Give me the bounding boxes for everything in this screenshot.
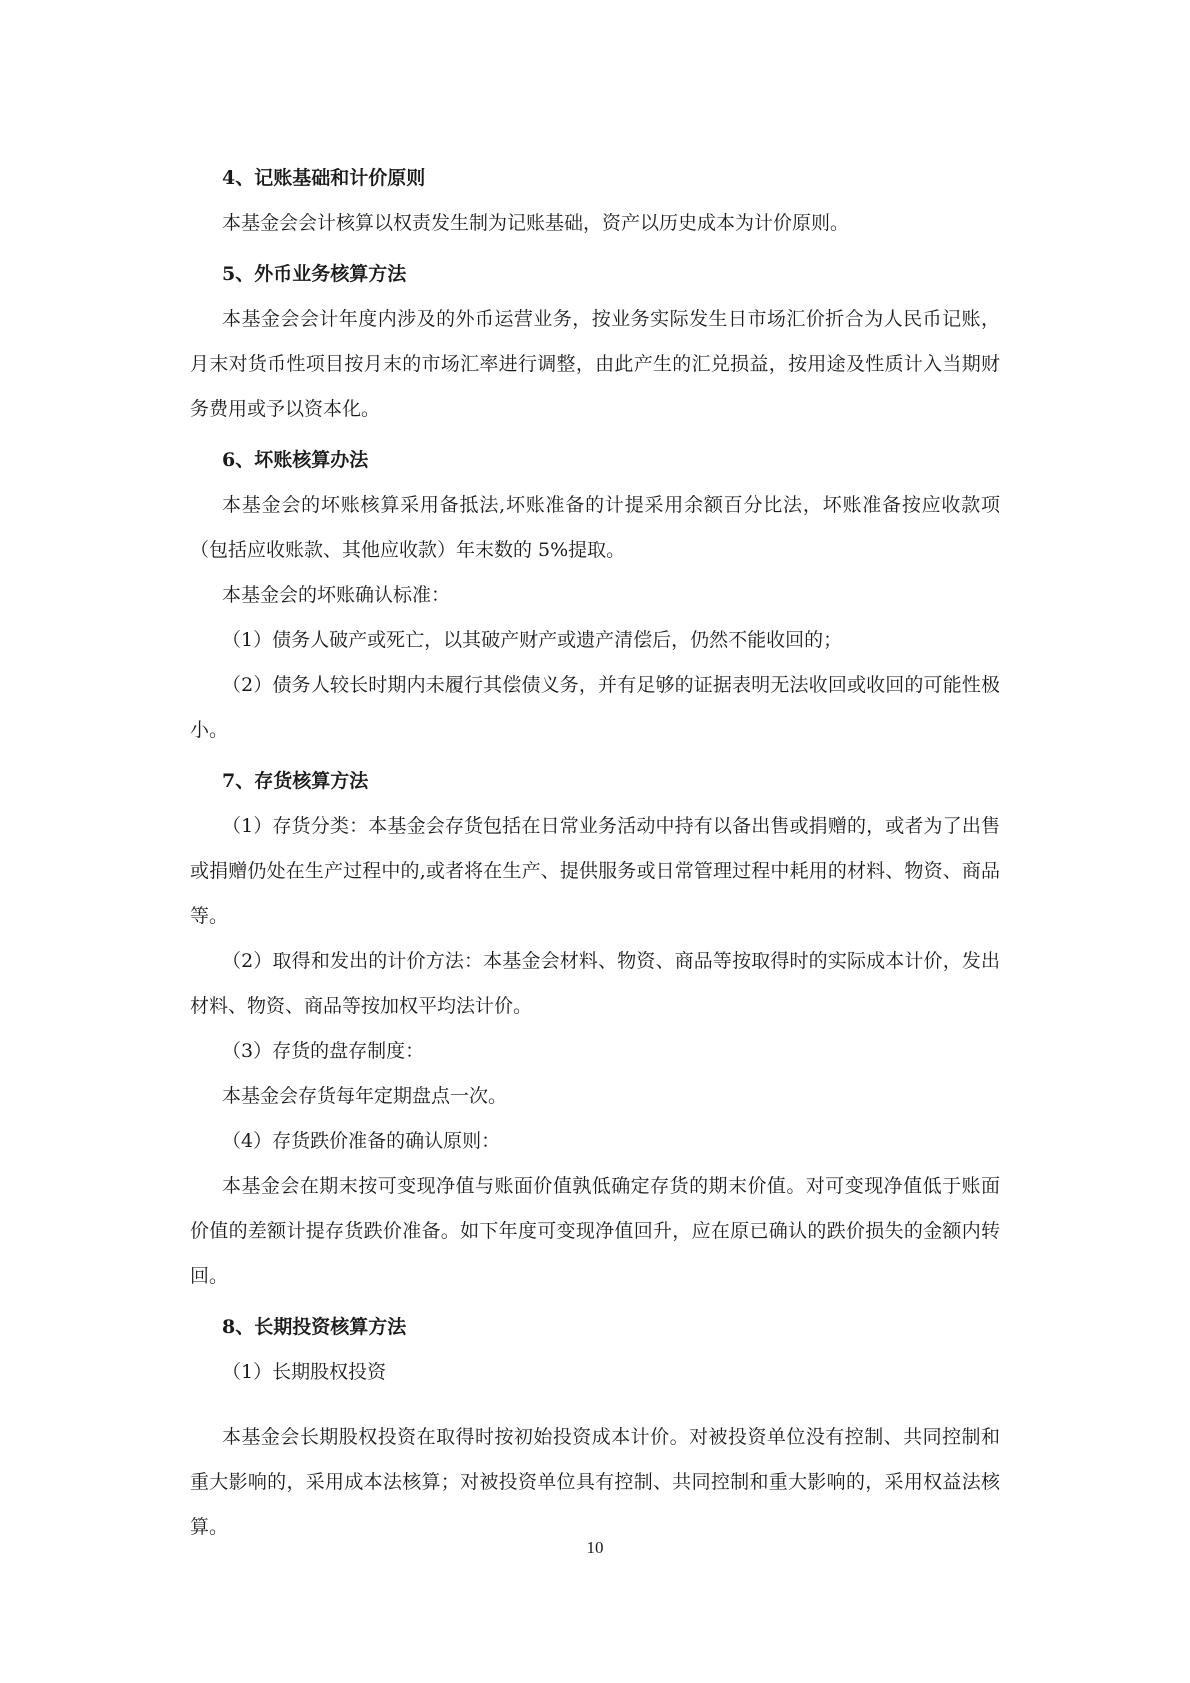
section-heading: 4、记账基础和计价原则	[222, 167, 426, 189]
list-item: （3）存货的盘存制度：	[222, 1040, 425, 1062]
paragraph: 本基金会的坏账确认标准：	[222, 584, 451, 606]
section-heading: 5、外币业务核算方法	[222, 263, 407, 285]
paragraph: 本基金会的坏账核算采用备抵法,坏账准备的计提采用余额百分比法，坏账准备按应收款项（包括应收账款、其他应收款）年末数的 5%提取。	[190, 494, 1000, 561]
section-heading: 8、长期投资核算方法	[222, 1316, 407, 1338]
page-number: 10	[586, 1538, 604, 1557]
list-item: （2）取得和发出的计价方法：本基金会材料、物资、商品等按取得时的实际成本计价，发出材料、物资、商品等按加权平均法计价。	[190, 950, 1000, 1017]
list-item: （2）债务人较长时期内未履行其偿债义务，并有足够的证据表明无法收回或收回的可能性极小。	[190, 674, 1000, 741]
list-item: （1）债务人破产或死亡，以其破产财产或遗产清偿后，仍然不能收回的；	[222, 629, 843, 651]
paragraph: 本基金会会计年度内涉及的外币运营业务，按业务实际发生日市场汇价折合为人民币记账，月末对货币性项目按月末的市场汇率进行调整，由此产生的汇兑损益，按用途及性质计入当期财务费用或予以资本化。	[190, 308, 1000, 420]
section-heading: 7、存货核算方法	[222, 770, 369, 792]
paragraph: 本基金会会计核算以权责发生制为记账基础，资产以历史成本为计价原则。	[222, 212, 850, 234]
paragraph: 本基金会长期股权投资在取得时按初始投资成本计价。对被投资单位没有控制、共同控制和重大影响的，采用成本法核算；对被投资单位具有控制、共同控制和重大影响的，采用权益法核算。	[190, 1426, 1000, 1538]
list-item: （1）长期股权投资	[222, 1361, 387, 1383]
list-item: （4）存货跌价准备的确认原则：	[222, 1130, 501, 1152]
paragraph: 本基金会在期末按可变现净值与账面价值孰低确定存货的期末价值。对可变现净值低于账面价值的差额计提存货跌价准备。如下年度可变现净值回升，应在原已确认的跌价损失的金额内转回。	[190, 1175, 1000, 1287]
section-heading: 6、坏账核算办法	[222, 449, 369, 471]
list-item: （1）存货分类：本基金会存货包括在日常业务活动中持有以备出售或捐赠的，或者为了出售或捐赠仍处在生产过程中的,或者将在生产、提供服务或日常管理过程中耗用的材料、物资、商品等。	[190, 815, 1000, 927]
paragraph: 本基金会存货每年定期盘点一次。	[222, 1085, 508, 1107]
page-content	[190, 150, 1000, 1550]
